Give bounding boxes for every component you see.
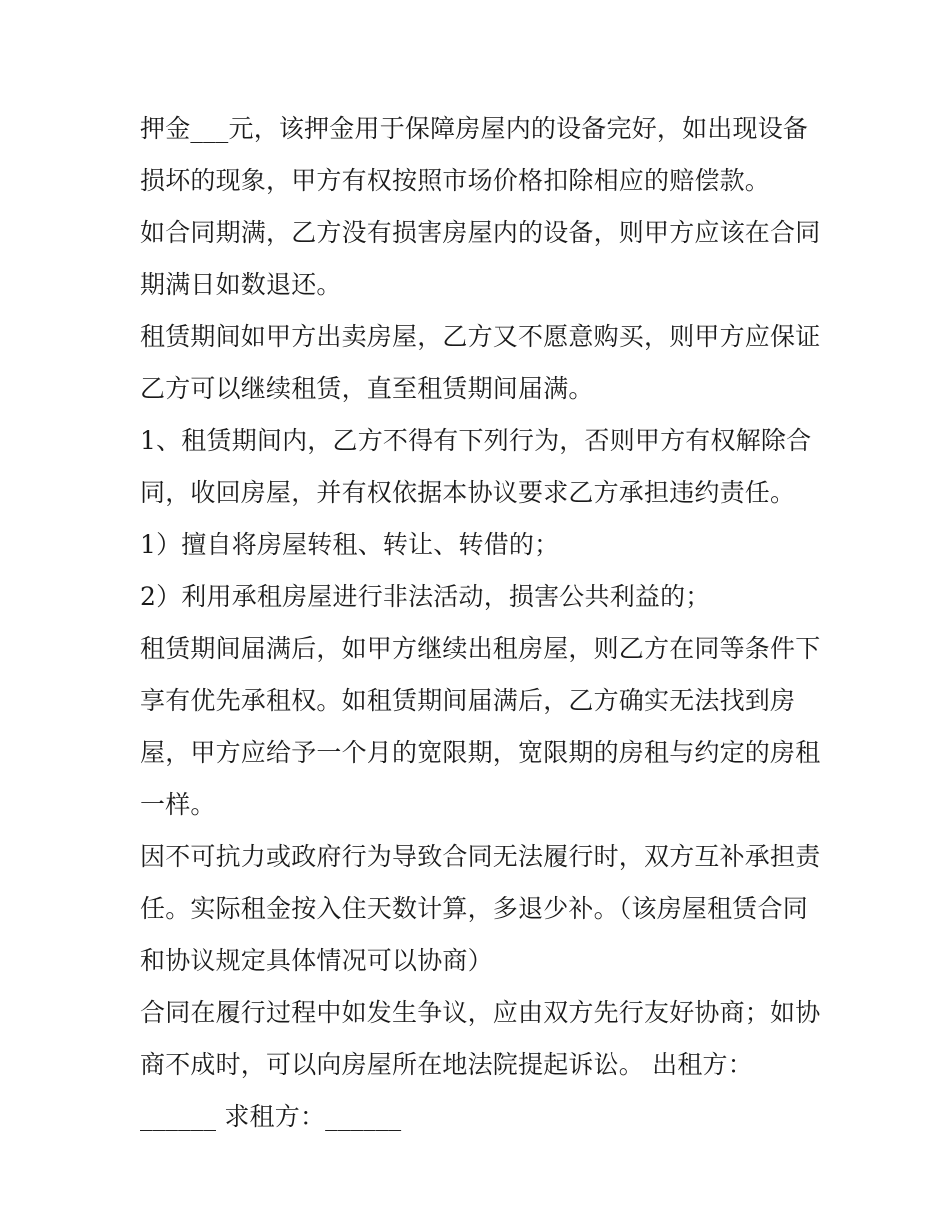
text-line: 享有优先承租权。如租赁期间届满后，乙方确实无法找到房 [140,686,796,715]
document-body [140,103,821,1143]
text-line: 任。实际租金按入住天数计算，多退少补。（该房屋租赁合同 [140,894,808,923]
text-line: 2）利用承租房屋进行非法活动，损害公共利益的； [140,582,711,611]
text-line: 乙方可以继续租赁，直至租赁期间届满。 [140,374,594,403]
text-line: 一样。 [140,790,216,819]
text-line: 1）擅自将房屋转租、转让、转借的； [140,530,560,559]
text-line: 同，收回房屋，并有权依据本协议要求乙方承担违约责任。 [140,478,796,507]
text-line: 合同在履行过程中如发生争议，应由双方先行友好协商；如协 [140,998,821,1027]
text-line: 商不成时，可以向房屋所在地法院提起诉讼。 出租方： [140,1050,753,1079]
text-line: 和协议规定具体情况可以协商） [140,946,493,975]
text-line: 租赁期间届满后，如甲方继续出租房屋，则乙方在同等条件下 [140,634,821,663]
text-line: 如合同期满，乙方没有损害房屋内的设备，则甲方应该在合同 [140,218,821,247]
text-line: 因不可抗力或政府行为导致合同无法履行时，双方互补承担责 [140,842,821,871]
signature-line: ______ 求租方：______ [140,1102,402,1131]
text-line: 期满日如数退还。 [140,270,342,299]
text-line: 1、租赁期间内，乙方不得有下列行为，否则甲方有权解除合 [140,426,812,455]
text-line: 损坏的现象，甲方有权按照市场价格扣除相应的赔偿款。 [140,166,771,195]
text-line: 押金___元，该押金用于保障房屋内的设备完好，如出现设备 [140,114,809,143]
text-line: 租赁期间如甲方出卖房屋，乙方又不愿意购买，则甲方应保证 [140,322,821,351]
text-line: 屋，甲方应给予一个月的宽限期，宽限期的房租与约定的房租 [140,738,821,767]
